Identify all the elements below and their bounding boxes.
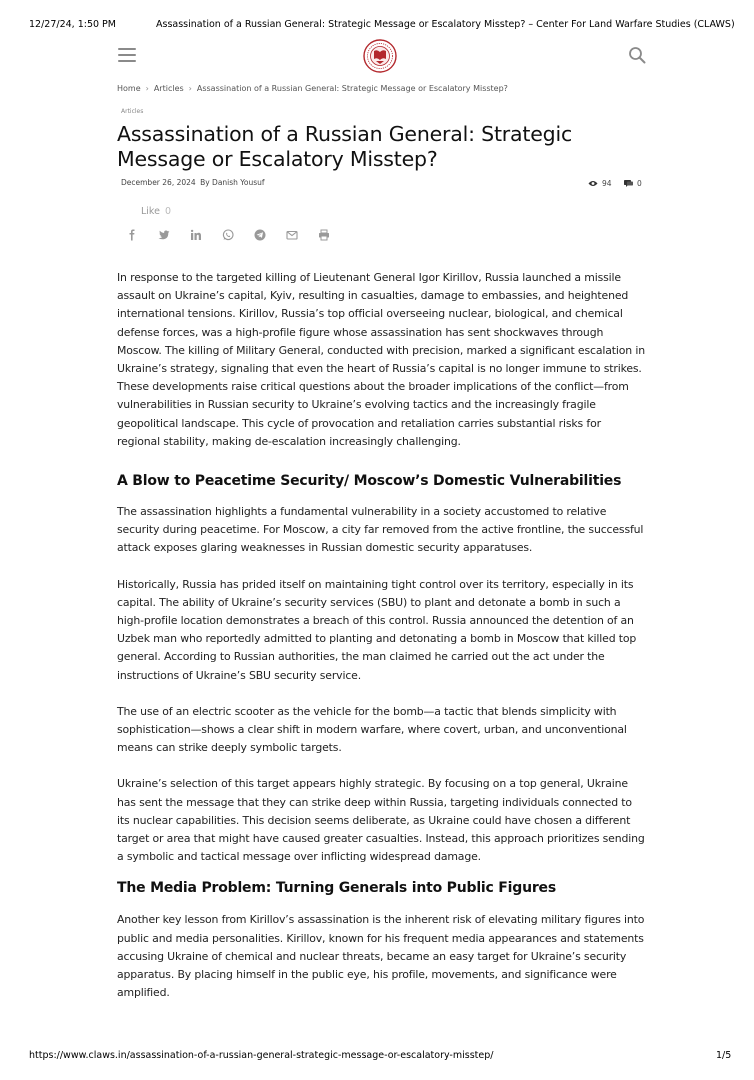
- paragraph: In response to the targeted killing of Lieutenant General Igor Kirillov, Russia launched a missile assault on Ukraine’s capital, Kyiv, resulting in casualties, damage to embassies, and heightened international tensions. Kirillov, Russia’s top official overseeing nuclear, biological, and chemical defense forces, was a high-profile figure whose assassination has sent shockwaves through Moscow. The killing of Military General, conducted with precision, marked a significant escalation in Ukraine’s strategy, signaling that even the heart of Russia’s capital is no longer immune to strikes. These developments raise critical questions about the broader implications of the conflict—from vulnerabilities in Russian security to Ukraine’s evolving tactics and the increasingly fragile geopolitical landscape. This cycle of provocation and retaliation carries substantial risks for regional stability, making de-escalation increasingly challenging.: [117, 271, 645, 448]
- print-header: [0, 19, 754, 33]
- views-stat: [588, 179, 612, 188]
- like-label: Like: [141, 206, 160, 217]
- paragraph: The use of an electric scooter as the vehicle for the bomb—a tactic that blends simplicity with sophistication—shows a clear shift in modern warfare, where covert, urban, and unconventional means can strike deeply symbolic targets.: [117, 704, 627, 755]
- telegram-icon[interactable]: [254, 229, 266, 241]
- breadcrumb-separator: ›: [145, 84, 149, 93]
- facebook-icon[interactable]: [126, 229, 138, 241]
- comment-icon: [624, 180, 633, 187]
- paragraph: Ukraine’s selection of this target appears highly strategic. By focusing on a top general, Ukraine has sent the message that they can strike deep within Russia, targeting individuals connected to its nuclear capabilities. This decision seems deliberate, as Ukraine could have chosen a different target or area that might have caused greater casualties. Instead, this approach prioritizes sending a symbolic and tactical message over inflicting widespread damage.: [117, 777, 645, 864]
- claws-emblem-logo[interactable]: [363, 39, 397, 73]
- like-button[interactable]: [141, 206, 171, 217]
- breadcrumb-home[interactable]: Home: [117, 84, 141, 93]
- print-document-title: Assassination of a Russian General: Strategic Message or Escalatory Misstep? – Center For Land Warfare Studies (CLAWS): [156, 19, 735, 30]
- comments-count: 0: [636, 179, 642, 188]
- paragraph: The assassination highlights a fundamental vulnerability in a society accustomed to relative security during peacetime. For Moscow, a city far removed from the active frontline, the successful attack exposes glaring weaknesses in Russian domestic security apparatuses.: [117, 505, 644, 555]
- publish-date: December 26, 2024: [121, 178, 196, 187]
- breadcrumb-separator: ›: [188, 84, 192, 93]
- search-icon[interactable]: [628, 46, 646, 64]
- print-datetime: 12/27/24, 1:50 PM: [29, 19, 116, 30]
- print-url: https://www.claws.in/assassination-of-a-russian-general-strategic-message-or-escalatory-misstep/: [29, 1050, 494, 1061]
- like-count: 0: [164, 206, 172, 217]
- breadcrumb-articles[interactable]: Articles: [153, 84, 184, 93]
- article-title: Assassination of a Russian General: Strategic Message or Escalatory Misstep?: [117, 122, 573, 171]
- twitter-icon[interactable]: [158, 229, 170, 241]
- hamburger-icon[interactable]: [118, 48, 136, 62]
- paragraph: Another key lesson from Kirillov’s assassination is the inherent risk of elevating military figures into public and media personalities. Kirillov, known for his frequent media appearances and statements accusing Ukraine of chemical and nuclear threats, became an easy target for Ukraine’s security apparatus. By placing himself in the public eye, his profile, movements, and significance were amplified.: [117, 913, 645, 1000]
- site-header: [0, 36, 754, 76]
- eye-icon: [588, 180, 598, 187]
- author-name[interactable]: By Danish Yousuf: [200, 178, 265, 187]
- paragraph: Historically, Russia has prided itself on maintaining tight control over its territory, especially in its capital. The ability of Ukraine’s security services (SBU) to plant and detonate a bomb in such a high-profile location demonstrates a breach of this control. Russia announced the detention of an Uzbek man who reportedly admitted to planting and detonating a bomb in Moscow that killed top general. According to Russian authorities, the man claimed he carried out the act under the instructions of Ukraine’s SBU security service.: [117, 577, 637, 682]
- email-icon[interactable]: [286, 229, 298, 241]
- breadcrumb: [117, 84, 508, 93]
- breadcrumb-current: Assassination of a Russian General: Strategic Message or Escalatory Misstep?: [196, 84, 508, 93]
- section-heading: A Blow to Peacetime Security/ Moscow’s Domestic Vulnerabilities: [117, 473, 622, 489]
- article-body: [117, 269, 645, 1002]
- category-label[interactable]: Articles: [121, 108, 144, 115]
- comments-stat[interactable]: [624, 179, 642, 188]
- article-meta: [121, 178, 265, 187]
- article-stats: [588, 179, 652, 189]
- print-icon[interactable]: [318, 229, 330, 241]
- print-page-number: 1/5: [716, 1050, 732, 1061]
- views-count: 94: [602, 179, 612, 188]
- whatsapp-icon[interactable]: [222, 229, 234, 241]
- section-heading: The Media Problem: Turning Generals into Public Figures: [117, 880, 556, 897]
- linkedin-icon[interactable]: [190, 229, 202, 241]
